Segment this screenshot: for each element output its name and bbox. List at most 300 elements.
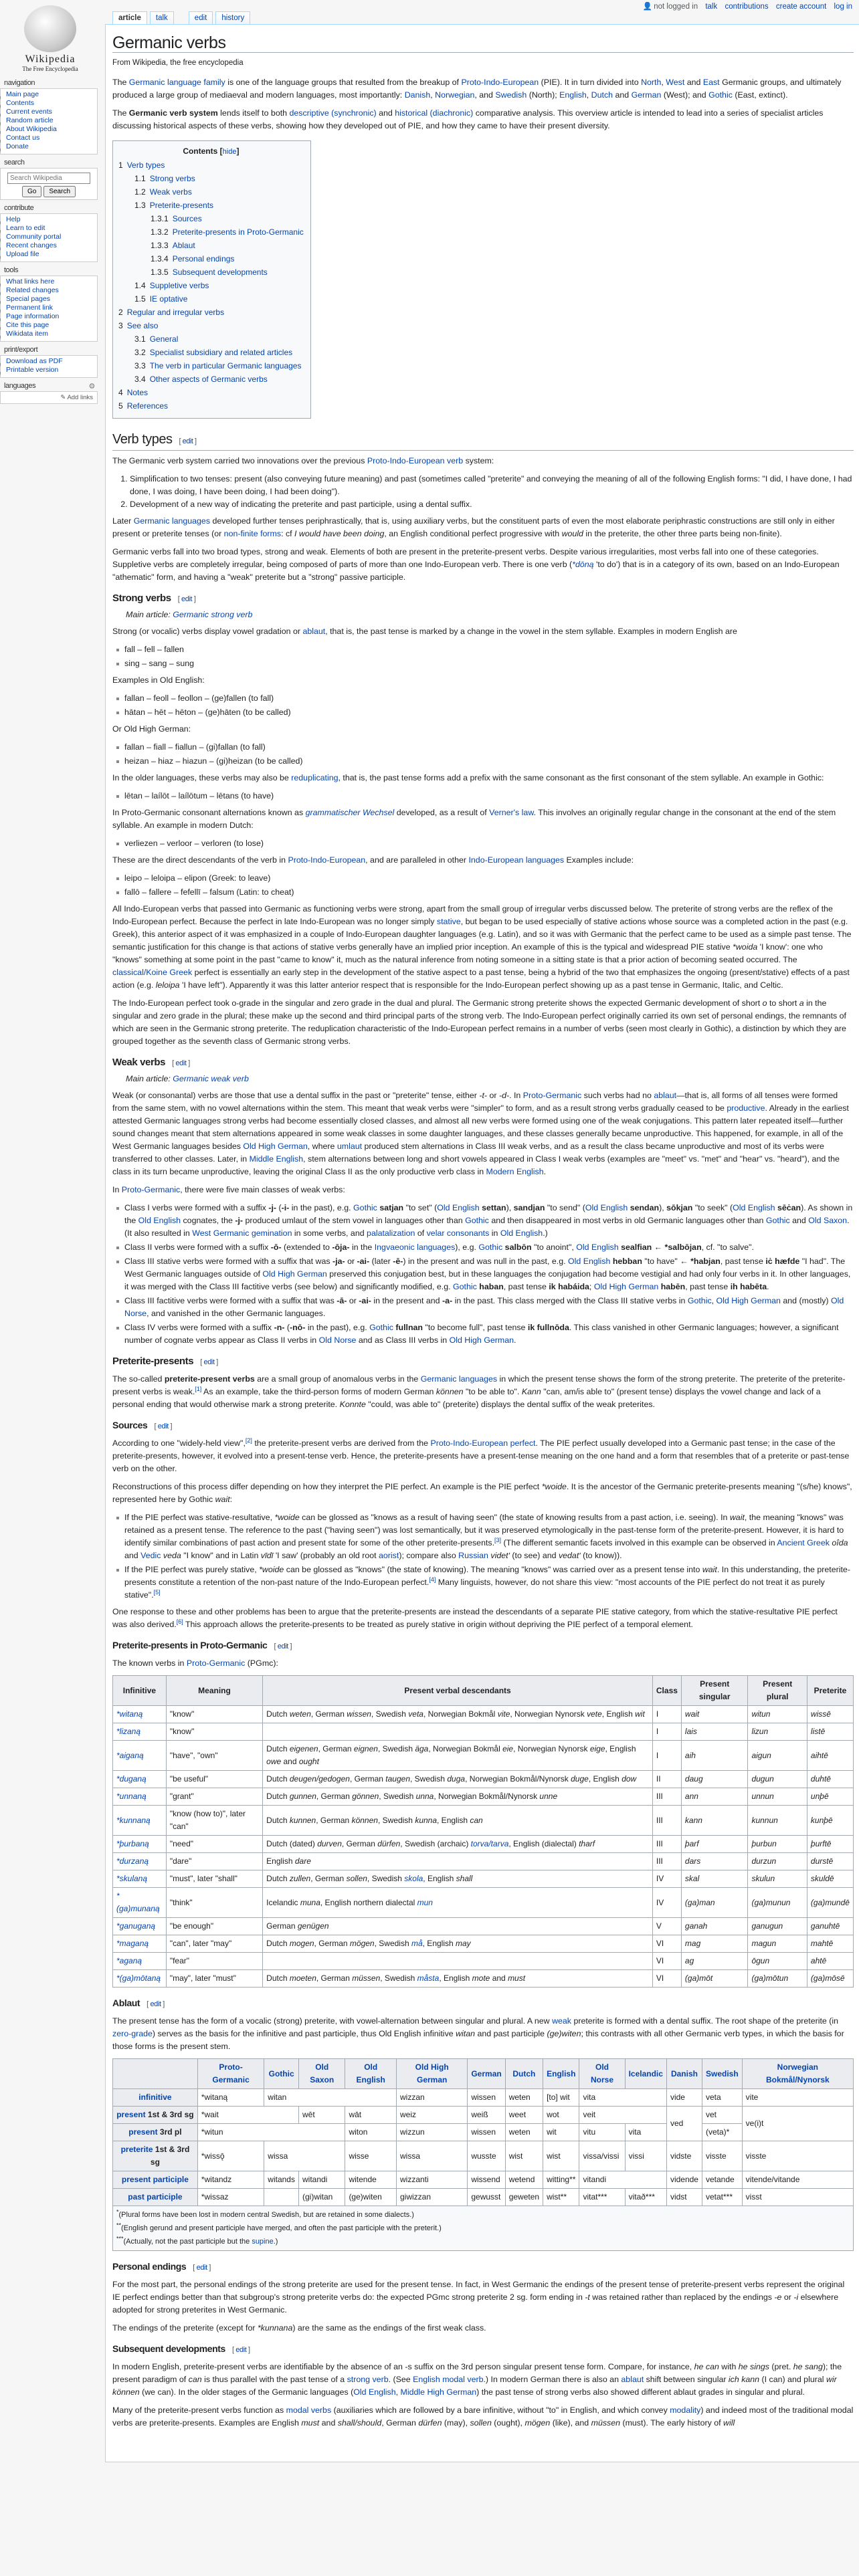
link[interactable]: Gothic xyxy=(353,1203,377,1212)
toc-number: 1.4 xyxy=(134,281,146,290)
tab-edit[interactable]: edit xyxy=(189,11,213,24)
text: "be useful" xyxy=(169,1774,209,1784)
link[interactable]: *maganą xyxy=(116,1939,149,1948)
toc-link[interactable]: Weak verbs xyxy=(149,187,192,197)
toc-item[interactable] xyxy=(118,386,304,399)
table-cell: wāt xyxy=(345,2107,397,2124)
toc-item[interactable] xyxy=(118,372,304,386)
toc-item[interactable] xyxy=(118,292,304,306)
link[interactable]: Germanic strong verb xyxy=(173,610,253,619)
text: The endings of the preterite (except for xyxy=(112,2323,258,2333)
article-body xyxy=(112,433,854,2430)
link[interactable]: Germanic languages xyxy=(420,1374,498,1384)
sidebar-link[interactable]: Wikidata item xyxy=(6,330,49,338)
sidebar-item[interactable] xyxy=(6,100,97,107)
link[interactable]: Old English xyxy=(437,1203,480,1212)
table-cell xyxy=(652,1935,681,1953)
text: Dutch xyxy=(266,1774,290,1784)
link[interactable]: West xyxy=(666,78,685,87)
italic-text: ganugun xyxy=(751,1921,783,1931)
link[interactable]: Dutch xyxy=(591,90,613,100)
toc-link[interactable]: See also xyxy=(126,321,159,330)
column-header: Present plural xyxy=(748,1676,807,1706)
link[interactable]: Old High German xyxy=(243,1142,308,1151)
sidebar-item[interactable] xyxy=(6,366,97,374)
go-button[interactable]: Go xyxy=(22,186,41,197)
search-button[interactable]: Search xyxy=(43,186,76,197)
link[interactable]: Proto-Germanic xyxy=(186,1658,246,1668)
toc-link[interactable]: IE optative xyxy=(149,294,188,304)
italic-text: tharf xyxy=(579,1839,595,1848)
sidebar-item[interactable] xyxy=(6,108,97,116)
link[interactable]: supine xyxy=(252,2238,274,2246)
contributions-link[interactable]: contributions xyxy=(725,3,769,11)
table-cell xyxy=(748,1918,807,1935)
link[interactable]: *duganą xyxy=(116,1774,147,1784)
toc-hide-link[interactable]: hide xyxy=(222,148,237,156)
sidebar-link[interactable]: Current events xyxy=(6,108,52,116)
sidebar-item[interactable] xyxy=(6,304,97,312)
link[interactable]: *þurbaną xyxy=(116,1839,149,1848)
link[interactable]: Swedish xyxy=(495,90,527,100)
bold-text: sealfian xyxy=(621,1243,652,1252)
table-cell: witting** xyxy=(543,2171,579,2189)
column-header: Old High German xyxy=(397,2059,468,2089)
link[interactable]: Germanic languages xyxy=(133,516,211,526)
link[interactable]: modal verbs xyxy=(286,2405,332,2415)
sidebar-link[interactable]: Upload file xyxy=(6,250,39,258)
text: , xyxy=(430,90,436,100)
citation xyxy=(246,1437,252,1444)
text: fallan – feoll – feollon – (ge)fallen (to fall) xyxy=(124,693,274,703)
table-cell: *witaną xyxy=(197,2089,264,2107)
tab-talk[interactable]: talk xyxy=(150,11,174,24)
link[interactable]: skola xyxy=(404,1874,423,1883)
column-header: Present singular xyxy=(681,1676,748,1706)
toc-item[interactable] xyxy=(118,332,304,346)
toc-link[interactable]: The verb in particular Germanic languages xyxy=(149,361,302,370)
link[interactable]: Old English xyxy=(138,1216,181,1225)
section-heading xyxy=(112,433,854,451)
sidebar-link[interactable]: About Wikipedia xyxy=(6,125,57,133)
italic-text: (ga)mōtun xyxy=(751,1973,789,1983)
table-cell xyxy=(166,1953,262,1970)
link[interactable]: present xyxy=(116,2110,146,2119)
text: , English xyxy=(605,1744,636,1753)
link[interactable]: må xyxy=(411,1939,423,1948)
link[interactable]: *witaną xyxy=(116,1709,143,1719)
table-cell: vitað*** xyxy=(625,2189,666,2206)
link[interactable]: ablaut xyxy=(654,1091,677,1100)
table-cell xyxy=(263,1836,653,1853)
link[interactable]: mun xyxy=(417,1897,433,1907)
link[interactable]: Old English xyxy=(733,1203,775,1212)
link[interactable]: Germanic language family xyxy=(128,78,225,87)
link[interactable]: Gothic xyxy=(369,1323,393,1332)
link[interactable]: Gothic xyxy=(478,1243,503,1252)
link[interactable]: Proto-Germanic xyxy=(522,1091,582,1100)
link[interactable]: Old High German xyxy=(593,1282,659,1291)
toc-link[interactable]: Suppletive verbs xyxy=(149,281,209,290)
link[interactable]: historical (diachronic) xyxy=(395,108,474,118)
link[interactable]: English modal verb xyxy=(413,2375,484,2384)
sidebar-link[interactable]: Contact us xyxy=(6,134,40,142)
edit-link[interactable]: edit xyxy=(150,2000,161,2008)
link[interactable]: *aganą xyxy=(116,1956,142,1965)
toc-item[interactable] xyxy=(118,399,304,413)
sidebar-link[interactable]: Page information xyxy=(6,312,60,320)
table-cell xyxy=(748,1806,807,1836)
toc-item[interactable] xyxy=(118,306,304,319)
table-cell xyxy=(113,1970,167,1988)
link[interactable]: *ganuganą xyxy=(116,1921,156,1931)
link[interactable]: aorist xyxy=(379,1551,399,1560)
sidebar-link[interactable]: Related changes xyxy=(6,286,59,294)
edit-link[interactable]: edit xyxy=(182,437,193,445)
sidebar-item[interactable] xyxy=(6,117,97,124)
languages-portal xyxy=(0,382,100,404)
link[interactable]: descriptive (synchronic) xyxy=(289,108,377,118)
link[interactable]: Old High German xyxy=(262,1269,327,1279)
list-item xyxy=(124,1202,854,1240)
table-row xyxy=(113,1888,854,1918)
citation-link[interactable]: [3] xyxy=(494,1536,502,1543)
sidebar-item[interactable] xyxy=(6,134,97,142)
sidebar-item[interactable] xyxy=(6,322,97,329)
edit-section: [ edit ] xyxy=(154,1422,173,1430)
sidebar-item[interactable] xyxy=(6,91,97,98)
search-input[interactable] xyxy=(7,173,90,184)
text: , Swedish xyxy=(374,1939,411,1948)
link[interactable]: productive xyxy=(727,1103,765,1113)
login-link[interactable]: log in xyxy=(834,3,852,11)
sidebar-link[interactable]: Contents xyxy=(6,99,35,107)
toc-item[interactable] xyxy=(118,279,304,292)
link[interactable]: velar consonants xyxy=(426,1228,490,1238)
link[interactable]: *skulaną xyxy=(116,1874,148,1883)
sidebar-item[interactable] xyxy=(6,233,97,241)
link[interactable]: Verner's law xyxy=(489,808,534,817)
list-item xyxy=(124,1295,854,1320)
link[interactable]: zero-grade xyxy=(112,2029,153,2038)
link[interactable]: Gothic xyxy=(453,1282,477,1291)
link[interactable]: Indo-European languages xyxy=(468,855,565,865)
table-cell: vetande xyxy=(702,2171,742,2189)
toc-link[interactable]: Ablaut xyxy=(172,241,195,250)
toc-item[interactable] xyxy=(118,199,304,212)
link[interactable]: English xyxy=(559,90,587,100)
link[interactable]: Old English xyxy=(353,2387,396,2397)
edit-link[interactable]: edit xyxy=(235,2346,247,2354)
link[interactable]: Ingvaeonic languages xyxy=(374,1243,456,1252)
sidebar-link[interactable]: Recent changes xyxy=(6,241,57,249)
italic-text: witun xyxy=(751,1709,771,1719)
sidebar-link[interactable]: Permanent link xyxy=(6,304,54,312)
citation xyxy=(195,1386,201,1392)
table-cell xyxy=(263,1970,653,1988)
text: "need" xyxy=(169,1839,194,1848)
table-cell: weten xyxy=(505,2089,543,2107)
table-cell xyxy=(652,1836,681,1853)
sidebar-link[interactable]: Download as PDF xyxy=(6,357,63,365)
link[interactable]: *durzaną xyxy=(116,1856,149,1866)
table-cell xyxy=(681,1836,748,1853)
link[interactable]: Middle English xyxy=(249,1154,304,1164)
link[interactable]: past participle xyxy=(128,2192,183,2202)
link[interactable]: reduplicating xyxy=(291,773,339,782)
edit-link[interactable]: edit xyxy=(157,1422,169,1430)
gear-icon[interactable]: ⚙ xyxy=(88,383,95,391)
link[interactable]: Gothic xyxy=(765,1216,790,1225)
link[interactable]: ablaut xyxy=(621,2375,644,2384)
sidebar-link[interactable]: What links here xyxy=(6,278,55,286)
toc-item[interactable] xyxy=(118,225,304,239)
text: , Swedish xyxy=(367,1874,405,1883)
link[interactable]: Russian xyxy=(458,1551,488,1560)
italic-text: durstē xyxy=(810,1856,834,1866)
toc-item[interactable] xyxy=(118,319,304,332)
hatnote xyxy=(112,609,854,621)
text: , an English conditional perfect progressive with xyxy=(384,529,562,538)
link[interactable]: *(ga)munaną xyxy=(116,1891,160,1913)
table-cell xyxy=(807,1706,853,1723)
link[interactable]: umlaut xyxy=(337,1142,363,1151)
link[interactable]: ablaut xyxy=(302,627,326,636)
link[interactable]: Proto-Indo-European xyxy=(288,855,366,865)
sidebar-item[interactable] xyxy=(6,251,97,258)
text: , Swedish xyxy=(380,1973,417,1983)
add-links-link[interactable] xyxy=(60,394,93,401)
sidebar-item[interactable] xyxy=(6,126,97,133)
link[interactable]: German xyxy=(631,90,662,100)
edit-link[interactable]: edit xyxy=(181,595,193,603)
toc-item[interactable] xyxy=(118,158,304,172)
heading-text: Verb types xyxy=(112,432,173,447)
link[interactable]: *dōną xyxy=(572,560,594,569)
link[interactable]: preterite xyxy=(120,2145,153,2154)
link[interactable]: Old English xyxy=(576,1243,619,1252)
edit-section: [ edit ] xyxy=(231,2346,250,2354)
citation-link[interactable]: [4] xyxy=(429,1576,436,1583)
link[interactable]: *lizaną xyxy=(116,1727,141,1736)
edit-link[interactable]: edit xyxy=(175,1059,187,1067)
link[interactable]: Gothic xyxy=(687,1296,712,1305)
toc-item[interactable] xyxy=(118,346,304,359)
toc-item[interactable] xyxy=(118,359,304,372)
link[interactable]: Proto-Germanic xyxy=(121,1185,181,1194)
wikipedia-logo[interactable] xyxy=(0,0,100,75)
link[interactable]: Old High German xyxy=(449,1335,514,1345)
link[interactable]: Proto-Indo-European perfect xyxy=(430,1438,536,1448)
link[interactable]: Old English xyxy=(568,1257,611,1266)
sidebar-link[interactable]: Help xyxy=(6,215,21,223)
link[interactable]: weak xyxy=(552,2016,571,2026)
link[interactable]: Old Saxon xyxy=(808,1216,848,1225)
toc-item[interactable] xyxy=(118,265,304,279)
text: developed, as a result of xyxy=(394,808,490,817)
link[interactable]: Proto-Indo-European verb xyxy=(367,456,464,465)
sidebar-item[interactable] xyxy=(6,225,97,232)
toc-item[interactable] xyxy=(118,212,304,225)
link[interactable]: *kunnaną xyxy=(116,1815,151,1825)
toc-link[interactable]: Specialist subsidiary and related articles xyxy=(149,348,293,357)
toc-link[interactable]: Preterite-presents in Proto-Germanic xyxy=(172,227,304,237)
toc-number: 2 xyxy=(118,308,123,317)
sidebar-item[interactable] xyxy=(6,143,97,150)
italic-text: I would have been doing xyxy=(294,529,385,538)
italic-text: müssen xyxy=(591,2418,621,2428)
table-cell xyxy=(166,1741,262,1771)
toc-link[interactable]: Preterite-presents xyxy=(149,201,214,210)
link[interactable]: Old English xyxy=(585,1203,628,1212)
sidebar-link[interactable]: Main page xyxy=(6,90,39,98)
link[interactable]: *(ga)mōtaną xyxy=(116,1973,161,1983)
text: Reconstructions of this process differ depending on how they interpret the PIE perfect. An example is the PIE perfect xyxy=(112,1482,542,1491)
toc-item[interactable] xyxy=(118,252,304,265)
link[interactable]: grammatischer Wechsel xyxy=(305,808,395,817)
sidebar-link[interactable]: Special pages xyxy=(6,295,50,303)
toc-link[interactable]: References xyxy=(126,401,169,411)
row-header xyxy=(113,2141,198,2171)
sidebar-link[interactable]: Learn to edit xyxy=(6,224,45,232)
sidebar-item[interactable] xyxy=(6,313,97,320)
text: Later xyxy=(112,516,134,526)
text: The known verbs in xyxy=(112,1658,187,1668)
link[interactable]: måsta xyxy=(417,1973,440,1983)
sidebar-link[interactable]: Donate xyxy=(6,142,29,150)
link[interactable]: infinitive xyxy=(138,2092,172,2102)
link[interactable]: Vedic xyxy=(140,1551,161,1560)
edit-link[interactable]: edit xyxy=(277,1642,288,1650)
link[interactable]: Danish xyxy=(404,90,431,100)
link[interactable]: West Germanic gemination xyxy=(192,1228,292,1238)
table-cell xyxy=(807,1870,853,1888)
link[interactable]: classical/Koine Greek xyxy=(112,968,193,977)
link[interactable]: palatalization xyxy=(367,1228,415,1238)
link[interactable]: *unnaną xyxy=(116,1792,147,1801)
sidebar-link[interactable]: Random article xyxy=(6,116,54,124)
toc-item[interactable] xyxy=(118,185,304,199)
link[interactable]: Old English xyxy=(500,1228,543,1238)
text: Class I verbs were formed with a suffix xyxy=(124,1203,269,1212)
sidebar-link[interactable]: Community portal xyxy=(6,233,62,241)
toc-number: 1.3.5 xyxy=(151,267,169,277)
text: , English xyxy=(601,1709,636,1719)
sidebar-link[interactable]: Cite this page xyxy=(6,321,50,329)
talk-link[interactable]: talk xyxy=(705,3,718,11)
column-header: Icelandic xyxy=(625,2059,666,2089)
sidebar-item[interactable] xyxy=(6,330,97,338)
toc-link[interactable]: Subsequent developments xyxy=(172,267,268,277)
sidebar-item[interactable] xyxy=(6,358,97,365)
link[interactable]: *aiganą xyxy=(116,1750,144,1760)
link[interactable]: Ancient Greek xyxy=(777,1538,830,1547)
citation-link[interactable]: [2] xyxy=(245,1436,252,1444)
citation-link[interactable]: [6] xyxy=(176,1618,183,1625)
toc-link[interactable]: Sources xyxy=(172,214,202,223)
text: is thus parallel with the past tense of a xyxy=(201,2375,347,2384)
text: VI xyxy=(656,1973,664,1983)
text: (North); xyxy=(527,90,560,100)
table-cell xyxy=(748,1836,807,1853)
link[interactable]: Old High German xyxy=(716,1296,781,1305)
link[interactable]: present xyxy=(128,2127,158,2137)
sidebar-item[interactable] xyxy=(6,242,97,249)
link[interactable]: present participle xyxy=(121,2175,189,2184)
toc-link[interactable]: Verb types xyxy=(126,160,165,170)
create-account-link[interactable]: create account xyxy=(775,3,827,11)
citation-link[interactable]: [1] xyxy=(195,1385,202,1392)
link[interactable]: torva/tarva xyxy=(470,1839,509,1848)
toc-item[interactable] xyxy=(118,239,304,252)
text: or xyxy=(487,1091,499,1100)
table-cell xyxy=(263,1806,653,1836)
italic-text: shall/should xyxy=(337,2418,382,2428)
bold-text: -n- xyxy=(274,1323,285,1332)
table-cell: weiß xyxy=(468,2107,505,2124)
edit-section: [ edit ] xyxy=(177,595,196,603)
link[interactable]: Old Norse xyxy=(318,1335,357,1345)
toc-link[interactable]: Notes xyxy=(126,388,149,397)
link[interactable]: strong verb xyxy=(347,2375,389,2384)
link[interactable]: modality xyxy=(670,2405,701,2415)
link[interactable]: stative xyxy=(436,917,461,926)
italic-text: wait xyxy=(684,1709,700,1719)
citation-link[interactable]: [5] xyxy=(153,1588,161,1596)
link[interactable]: Modern English xyxy=(486,1167,544,1176)
sidebar-link[interactable]: Printable version xyxy=(6,366,59,374)
link[interactable]: Old Norse xyxy=(124,1296,844,1318)
italic-text: (ga)mōt xyxy=(684,1973,713,1983)
toc-link[interactable]: Strong verbs xyxy=(149,174,195,183)
table-cell xyxy=(263,1870,653,1888)
toc-link[interactable]: General xyxy=(149,334,179,344)
text: Dutch xyxy=(266,1815,290,1825)
link[interactable]: Gothic xyxy=(708,90,733,100)
paragraph xyxy=(112,2361,854,2399)
toc-number: 3.2 xyxy=(134,348,146,357)
edit-link[interactable]: edit xyxy=(196,2264,207,2272)
bold-text: Germanic verb system xyxy=(128,108,218,118)
italic-text: lais xyxy=(684,1727,697,1736)
link[interactable]: non-finite forms xyxy=(223,529,282,538)
tab-article[interactable]: article xyxy=(112,11,147,24)
link[interactable]: Middle High German xyxy=(400,2387,477,2397)
link[interactable]: East xyxy=(702,78,720,87)
italic-text: (ge)witen xyxy=(547,2029,581,2038)
toc-link[interactable]: Personal endings xyxy=(172,254,235,263)
link[interactable]: Germanic weak verb xyxy=(173,1074,249,1083)
bold-text: preterite-present verbs xyxy=(164,1374,255,1384)
edit-link[interactable]: edit xyxy=(203,1358,215,1366)
sidebar-item[interactable] xyxy=(6,287,97,294)
toc-item[interactable] xyxy=(118,172,304,185)
link[interactable]: Norwegian xyxy=(435,90,475,100)
table-cell xyxy=(681,1953,748,1970)
table-cell: (gi)witan xyxy=(298,2189,345,2206)
link[interactable]: Proto-Indo-European xyxy=(461,78,539,87)
toc-link[interactable]: Regular and irregular verbs xyxy=(126,308,225,317)
text: in the xyxy=(349,1243,375,1252)
table-cell xyxy=(681,1935,748,1953)
link[interactable]: North xyxy=(641,78,662,87)
sidebar-item[interactable] xyxy=(6,278,97,286)
link[interactable]: Gothic xyxy=(465,1216,489,1225)
sidebar-item[interactable] xyxy=(6,216,97,223)
sidebar-item[interactable] xyxy=(6,296,97,303)
tab-history[interactable]: history xyxy=(215,11,250,24)
toc-link[interactable]: Other aspects of Germanic verbs xyxy=(149,374,268,384)
